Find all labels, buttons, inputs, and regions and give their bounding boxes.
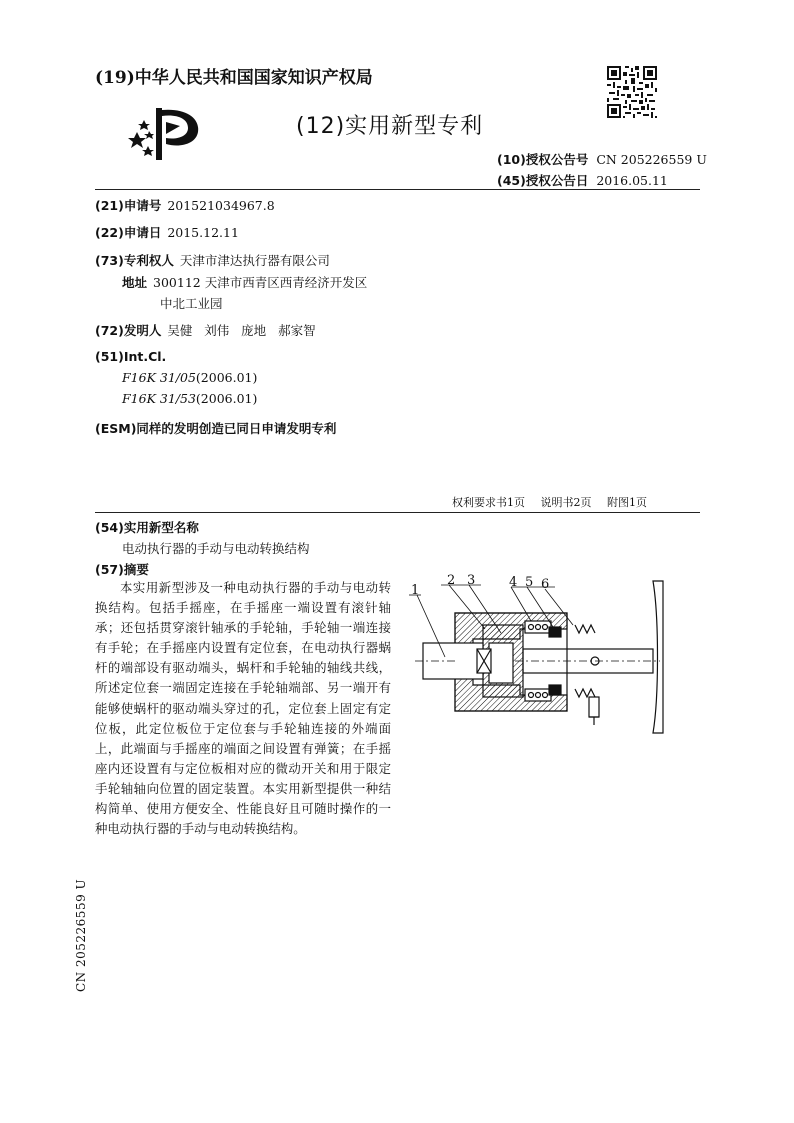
- claims-pages: 权利要求书1页: [452, 496, 525, 509]
- address-line-1: 300112 天津市西青区西青经济开发区: [153, 275, 368, 290]
- description-pages: 说明书2页: [540, 496, 592, 509]
- side-publication-code: CN 205226559 U: [74, 878, 88, 992]
- esm-note-text: (ESM)同样的发明创造已同日申请发明专利: [95, 421, 337, 436]
- esm-note: [95, 419, 336, 437]
- drawing-label-3: 3: [467, 573, 476, 588]
- application-date-value: 2015.12.11: [167, 225, 239, 240]
- drawing-pages: 附图1页: [607, 496, 647, 509]
- address-label: 地址: [122, 275, 148, 290]
- ipc-2-date: (2006.01): [195, 391, 258, 406]
- grant-date: [497, 171, 668, 189]
- ipc-label: (51)Int.Cl.: [95, 349, 167, 364]
- office-name: (19)中华人民共和国国家知识产权局: [95, 68, 373, 88]
- patentee: [95, 251, 330, 269]
- drawing-label-2: 2: [447, 573, 456, 588]
- drawing-label-1: 1: [411, 583, 420, 598]
- application-number: [95, 196, 275, 214]
- application-date: [95, 223, 239, 241]
- header-divider: [95, 189, 700, 190]
- title-label: (54)实用新型名称: [95, 520, 199, 535]
- abstract-label: (57)摘要: [95, 562, 149, 577]
- application-number-label: (21)申请号: [95, 198, 162, 213]
- grant-number: [497, 150, 707, 168]
- grant-date-value: 2016.05.11: [596, 173, 668, 188]
- application-date-label: (22)申请日: [95, 225, 162, 240]
- ipc: [95, 349, 166, 364]
- inventors: [95, 321, 316, 339]
- abstract-drawing: [405, 573, 670, 741]
- patent-type: (12)实用新型专利: [296, 114, 484, 139]
- inventors-label: (72)发明人: [95, 323, 162, 338]
- grant-number-label: (10)授权公告号: [497, 152, 589, 167]
- patentee-label: (73)专利权人: [95, 253, 174, 268]
- title-value: 电动执行器的手动与电动转换结构: [122, 541, 310, 556]
- section-divider: [95, 512, 700, 513]
- grant-date-label: (45)授权公告日: [497, 173, 589, 188]
- utility-model-title: [95, 518, 199, 536]
- inventors-value: 吴健 刘伟 庞地 郝家智: [167, 323, 316, 338]
- patentee-value: 天津市津达执行器有限公司: [179, 253, 330, 268]
- grant-number-value: CN 205226559 U: [596, 152, 707, 167]
- address-line-2: 中北工业园: [160, 296, 223, 311]
- page-counts: [452, 494, 659, 510]
- ipc-1-code: F16K 31/05: [122, 370, 196, 385]
- ipc-entry-2: [122, 391, 257, 406]
- address: [122, 273, 367, 291]
- drawing-label-4: 4: [509, 575, 518, 590]
- application-number-value: 201521034967.8: [167, 198, 275, 213]
- drawing-label-6: 6: [541, 577, 550, 592]
- qr-code-icon: [607, 66, 657, 122]
- cnipa-logo-icon: [128, 104, 204, 170]
- abstract-heading: [95, 560, 149, 578]
- ipc-entry-1: [122, 370, 257, 385]
- abstract-text: 本实用新型涉及一种电动执行器的手动与电动转换结构。包括手摇座，在手摇座一端设置有滚针轴承；还包括贯穿滚针轴承的手轮轴，手轮轴一端连接有手轮；在手摇座内设置有定位套，在电动执行器蜗杆的端部设有驱动端头，蜗杆和手轮轴的轴线共线，所述定位套一端固定连接在手轮轴端部、另一端开有能够使蜗杆的驱动端头穿过的孔，定位套上固定有定位板，此定位板位于定位套与手轮轴连接的外端面上，此端面与手摇座的端面之间设置有弹簧；在手摇座内还设置有与定位板相对应的微动开关和用于限定手轮轴轴向位置的固定装置。本实用新型提供一种结构简单、使用方便安全、性能良好且可随时操作的一种电动执行器的手动与电动转换结构。: [95, 580, 391, 837]
- ipc-1-date: (2006.01): [195, 370, 258, 385]
- ipc-2-code: F16K 31/53: [122, 391, 196, 406]
- drawing-label-5: 5: [525, 575, 534, 590]
